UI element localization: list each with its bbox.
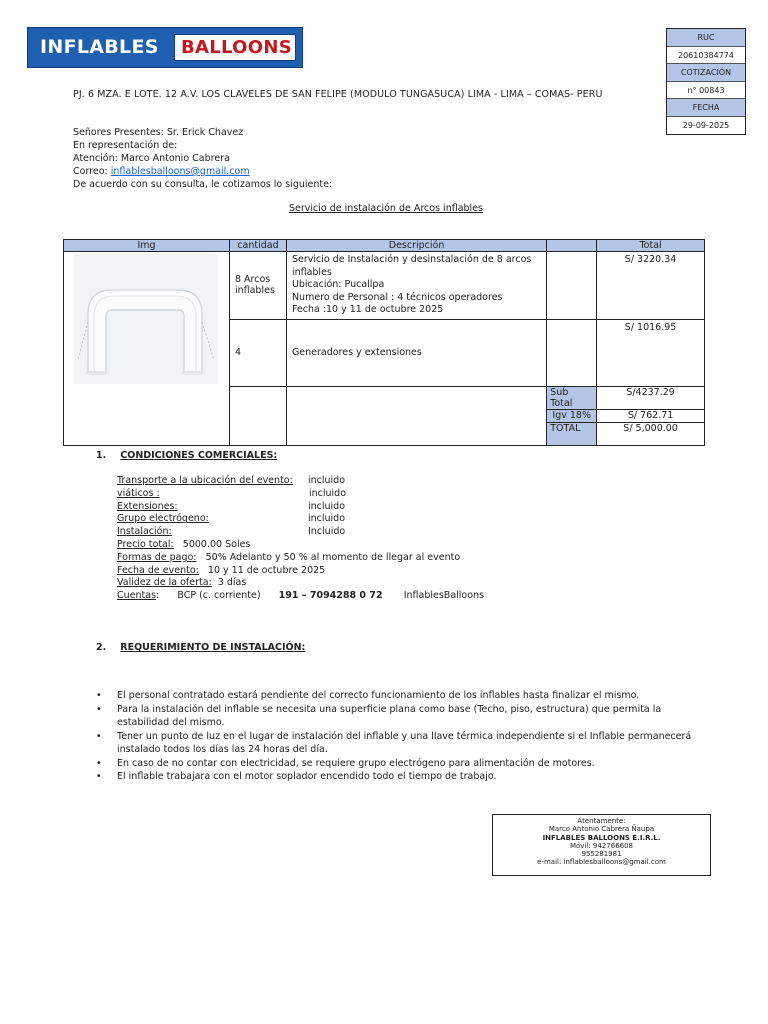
signature-email: e-mail: inflablesballoons@gmail.com — [537, 858, 666, 867]
letter-attention: Atención: Marco Antonio Cabrera — [73, 153, 230, 164]
condition-viaticos: viáticos : incluido — [117, 487, 347, 499]
inflatable-arch-image — [66, 252, 226, 386]
signature-name: Marco Antonio Cabrera Ñaupa — [548, 825, 655, 834]
ruc-info-box — [666, 28, 746, 135]
subtotal-label: Sub Total — [547, 386, 597, 409]
section1-heading — [96, 450, 277, 461]
list-item: • Para la instalación del inflable se necesita una superficie plana como base (Techo, piso, estructura) que permita la estabilidad del mismo. — [96, 703, 696, 730]
company-address: PJ. 6 MZA. E LOTE. 12 A.V. LOS CLAVELES DE SAN FELIPE (MODULO TUNGASUCA) LIMA - LIMA – COMAS- PERU — [73, 89, 603, 100]
logo-balloons-box — [174, 34, 296, 61]
signature-mobile: Móvil: 942766608 — [569, 841, 634, 850]
quote-table — [63, 239, 705, 446]
condition-transporte: Transporte a la ubicación del evento: incluido — [117, 475, 346, 486]
row1-desc-line4: Fecha :10 y 11 de octubre 2025 — [291, 304, 444, 315]
row1-blank — [547, 252, 597, 320]
row2-total: S/ 1016.95 — [597, 319, 705, 386]
header-descripcion: Descripción — [286, 240, 546, 252]
company-logo — [27, 27, 303, 68]
email-label: Correo: — [73, 166, 111, 177]
fecha-label: FECHA — [667, 99, 745, 117]
installation-requirements — [96, 689, 696, 784]
empty-desc-cell — [286, 386, 546, 445]
product-image-cell — [64, 252, 230, 387]
letter-email-line — [73, 165, 332, 178]
section2-title: REQUERIMIENTO DE INSTALACIÓN: — [120, 642, 306, 653]
section1-title: CONDICIONES COMERCIALES: — [120, 450, 278, 461]
list-item: • En caso de no contar con electricidad, se requiere grupo electrógeno para alimentación de motores. — [96, 757, 696, 771]
section2-heading — [96, 642, 305, 653]
letter-lead: De acuerdo con su consulta, le cotizamos lo siguiente: — [73, 179, 333, 190]
condition-fecha: Fecha de evento: 10 y 11 de octubre 2025 — [117, 564, 326, 576]
condition-extensiones: Extensiones: incluido — [117, 500, 346, 512]
row1-cantidad: 8 Arcos inflables — [229, 252, 286, 320]
row2-blank — [547, 319, 597, 386]
signature-company: INFLABLES BALLOONS E.I.R.L. — [542, 833, 661, 842]
fecha-value: 29-09-2025 — [682, 120, 730, 130]
email-link[interactable]: inflablesballoons@gmail.com — [110, 166, 250, 177]
section2-number: 2. — [96, 642, 107, 653]
cotizacion-label: COTIZACIÓN — [667, 64, 745, 82]
row1-descripcion — [286, 252, 546, 320]
logo-text-inflables: INFLABLES — [40, 36, 159, 58]
commercial-conditions — [117, 475, 484, 603]
ruc-value: 20610384774 — [667, 47, 745, 65]
list-item: • Tener un punto de luz en el lugar de instalación del inflable y una llave térmica independiente si el Inflable permanecerá instalado todos los días las 24 horas del día. — [96, 730, 696, 757]
condition-pago: Formas de pago: 50% Adelanto y 50 % al momento de llegar al evento — [117, 551, 461, 563]
quote-subject: Servicio de instalación de Arcos inflables — [289, 203, 483, 214]
header-cantidad: cantidad — [229, 240, 286, 252]
list-item: • El personal contratado estará pendiente del correcto funcionamiento de los inflables hasta finalizar el mismo. — [96, 689, 696, 703]
logo-text-balloons: BALLOONS — [181, 37, 292, 58]
signature-greeting: Atentamente: — [577, 817, 626, 825]
signature-box — [492, 814, 711, 876]
letter-representation: En representación de: — [73, 140, 178, 151]
subtotal-row — [64, 386, 705, 409]
total-label: TOTAL — [547, 422, 597, 445]
row2-cantidad: 4 — [229, 319, 286, 386]
subtotal-value: S/4237.29 — [597, 386, 705, 409]
header-img: Img — [64, 240, 230, 252]
row1-desc-line1: Servicio de Instalación y desinstalación de 8 arcos inflables — [291, 254, 532, 278]
condition-validez: Validez de la oferta: 3 días — [117, 577, 247, 589]
condition-grupo: Grupo electrógeno: incluido — [117, 513, 346, 525]
igv-label: Igv 18% — [547, 409, 597, 422]
letter-intro — [73, 126, 332, 191]
row2-descripcion: Generadores y extensiones — [286, 319, 546, 386]
row1-desc-line2: Ubicación: Pucallpa — [291, 279, 385, 290]
igv-value: S/ 762.71 — [597, 409, 705, 422]
condition-instalacion: Instalación: Incluido — [117, 526, 346, 538]
row1-total: S/ 3220.34 — [597, 252, 705, 320]
section1-number: 1. — [96, 450, 107, 461]
total-value: S/ 5,000.00 — [597, 422, 705, 445]
empty-img-cell — [64, 386, 230, 445]
letter-recipient: Señores Presentes: Sr. Erick Chavez — [73, 127, 244, 138]
header-total: Total — [597, 240, 705, 252]
header-blank — [547, 240, 597, 252]
row1-desc-line3: Numero de Personal : 4 técnicos operadores — [291, 291, 503, 303]
table-header-row — [64, 240, 705, 252]
signature-phone: 955281981 — [581, 850, 622, 859]
cotizacion-value: n° 00843 — [667, 82, 745, 100]
list-item: • El inflable trabajara con el motor soplador encendido todo el tiempo de trabajo. — [96, 770, 696, 784]
ruc-label: RUC — [667, 29, 745, 47]
empty-cantidad-cell — [229, 386, 286, 445]
condition-cuentas: Cuentas: BCP (c. corriente) 191 – 7094288 0 72 InflablesBalloons — [117, 590, 485, 602]
table-row — [64, 252, 705, 320]
condition-precio: Precio total: 5000.00 Soles — [117, 538, 251, 550]
